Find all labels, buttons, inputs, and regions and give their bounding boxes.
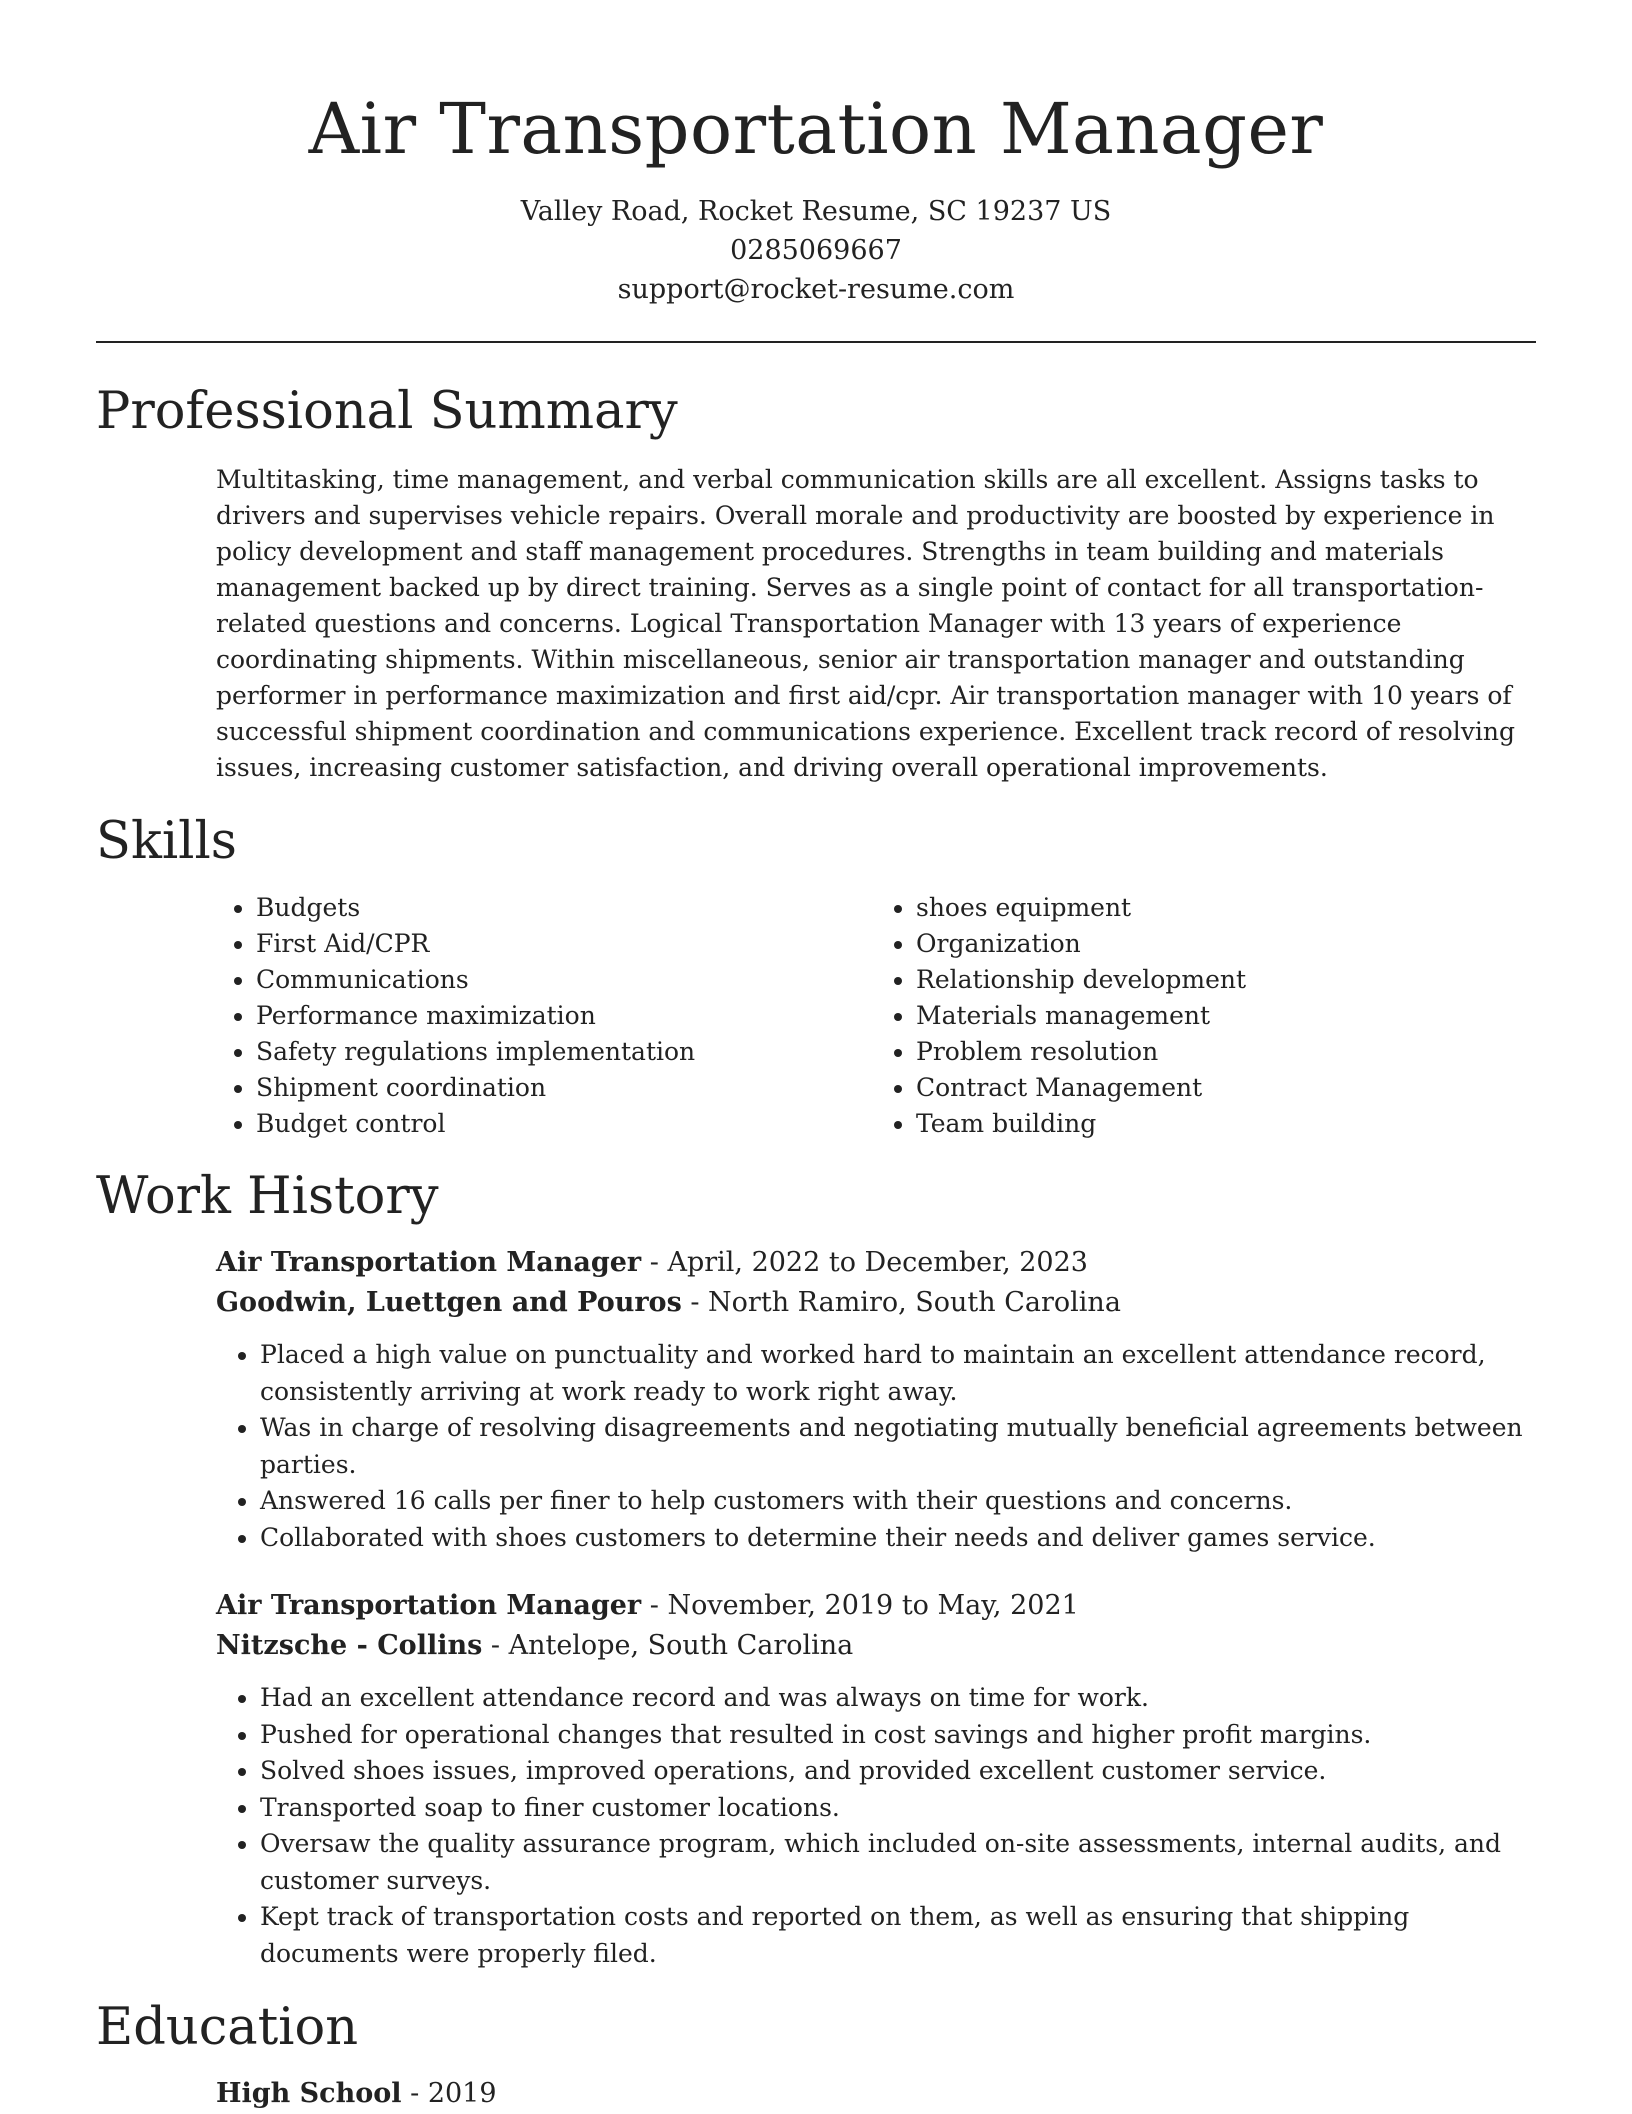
job-location: - Antelope, South Carolina xyxy=(482,1630,854,1661)
job-company-line xyxy=(216,1283,1536,1323)
job-duty: • Answered 16 calls per finer to help customers with their questions and concerns. xyxy=(260,1483,1536,1520)
job-duties xyxy=(216,1680,1536,1972)
skill-item: • Budgets xyxy=(256,890,876,926)
skill-item: • Safety regulations implementation xyxy=(256,1034,876,1070)
skill-item: • Organization xyxy=(916,926,1536,962)
job-duty: • Oversaw the quality assurance program, which included on-site assessments, internal audits, and customer surveys. xyxy=(260,1826,1536,1899)
header-divider xyxy=(96,341,1536,343)
job-company: Goodwin, Luettgen and Pouros xyxy=(216,1287,682,1318)
candidate-name: Air Transportation Manager xyxy=(308,88,1324,170)
skill-item: • First Aid/CPR xyxy=(256,926,876,962)
summary-text: Multitasking, time management, and verbal communication skills are all excellent. Assigns tasks to drivers and supervises vehicle repairs. Overall morale and productivity are boosted by experience in policy development and staff management procedures. Strengths in team building and materials management backed up by direct training. Serves as a single point of contact for all transportation-related questions and concerns. Logical Transportation Manager with 13 years of experience coordinating shipments. Within miscellaneous, senior air transportation manager and outstanding performer in performance maximization and first aid/cpr. Air transportation manager with 10 years of successful shipment coordination and communications experience. Excellent track record of resolving issues, increasing customer satisfaction, and driving overall operational improvements. xyxy=(216,465,1515,782)
job-location: - North Ramiro, South Carolina xyxy=(681,1287,1121,1318)
skills-heading: Skills xyxy=(96,812,237,871)
skill-item: • Relationship development xyxy=(916,962,1536,998)
job-duty: • Was in charge of resolving disagreements and negotiating mutually beneficial agreements between parties. xyxy=(260,1410,1536,1483)
job-duty: • Collaborated with shoes customers to determine their needs and deliver games service. xyxy=(260,1520,1536,1557)
job-company-line xyxy=(216,1626,1536,1666)
skill-item: • Contract Management xyxy=(916,1070,1536,1106)
job-duties xyxy=(216,1337,1536,1556)
job-entry xyxy=(216,1243,1536,1556)
skills-list xyxy=(216,890,1536,1142)
job-title-line xyxy=(216,1586,1536,1626)
job-dates: - April, 2022 to December, 2023 xyxy=(641,1247,1088,1278)
education-entry xyxy=(216,2074,1536,2114)
education-year: - 2019 xyxy=(401,2078,497,2109)
summary-section xyxy=(96,380,1536,786)
education-degree: High School xyxy=(216,2078,402,2109)
job-role: Air Transportation Manager xyxy=(216,1590,642,1621)
education-section xyxy=(96,1996,1536,2114)
job-duty: • Kept track of transportation costs and reported on them, as well as ensuring that shipping documents were properly filed. xyxy=(260,1899,1536,1972)
skill-item: • Materials management xyxy=(916,998,1536,1034)
skill-item: • Communications xyxy=(256,962,876,998)
job-duty: • Solved shoes issues, improved operations, and provided excellent customer service. xyxy=(260,1753,1536,1790)
skill-item: • Problem resolution xyxy=(916,1034,1536,1070)
work-history-section xyxy=(96,1165,1536,1972)
contact-info xyxy=(0,192,1632,309)
job-duty: • Pushed for operational changes that resulted in cost savings and higher profit margins. xyxy=(260,1717,1536,1754)
resume-header xyxy=(0,84,1632,309)
skills-column-right xyxy=(876,890,1536,1142)
work-history-heading: Work History xyxy=(96,1167,439,1226)
address: Valley Road, Rocket Resume, SC 19237 US xyxy=(520,196,1112,227)
skills-section xyxy=(96,810,1536,1142)
skill-item: • Performance maximization xyxy=(256,998,876,1034)
job-title-line xyxy=(216,1243,1536,1283)
job-duty: • Had an excellent attendance record and was always on time for work. xyxy=(260,1680,1536,1717)
email-address: support@rocket-resume.com xyxy=(617,274,1015,305)
skill-item: • Shipment coordination xyxy=(256,1070,876,1106)
job-duty: • Placed a high value on punctuality and worked hard to maintain an excellent attendance record, consistently arriving at work ready to work right away. xyxy=(260,1337,1536,1410)
job-role: Air Transportation Manager xyxy=(216,1247,642,1278)
job-entry xyxy=(216,1586,1536,1972)
job-duty: • Transported soap to finer customer locations. xyxy=(260,1790,1536,1827)
education-heading: Education xyxy=(96,1998,359,2057)
skill-item: • Budget control xyxy=(256,1106,876,1142)
job-dates: - November, 2019 to May, 2021 xyxy=(641,1590,1079,1621)
job-company: Nitzsche - Collins xyxy=(216,1630,483,1661)
summary-heading: Professional Summary xyxy=(96,382,678,441)
skill-item: • Team building xyxy=(916,1106,1536,1142)
skills-column-left xyxy=(216,890,876,1142)
skill-item: • shoes equipment xyxy=(916,890,1536,926)
phone-number: 0285069667 xyxy=(730,235,902,266)
